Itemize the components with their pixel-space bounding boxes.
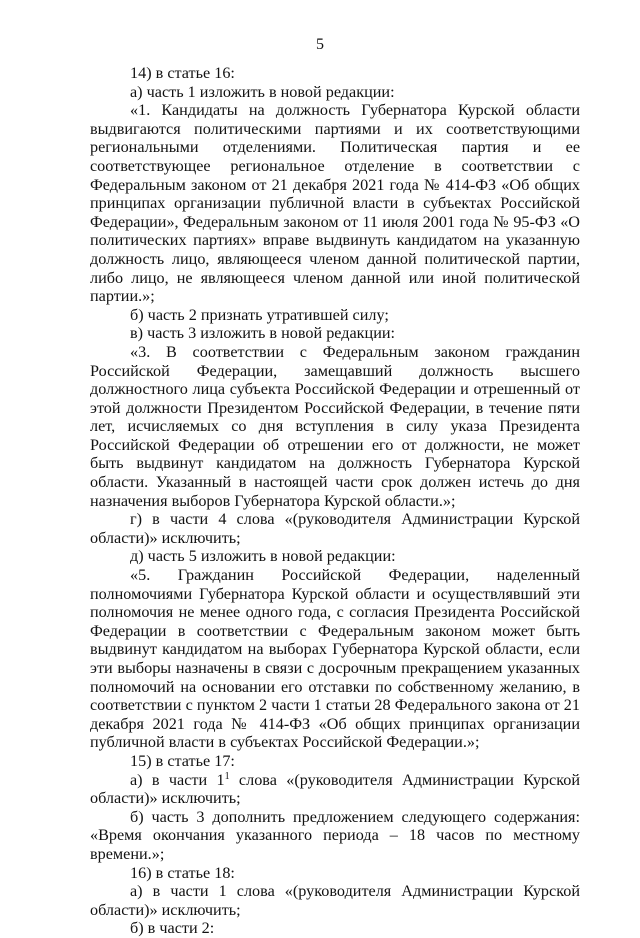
item-15b: б) часть 3 дополнить предложением следующего содержания: «Время окончания указанного периода – 18 часов по местному времени.»;: [90, 807, 580, 863]
superscript: 1: [224, 770, 230, 782]
quote-part-1: «1. Кандидаты на должность Губернатора Курской области выдвигаются политическими партиями и их соответствующими региональными отделениями. Политическая партия и ее соответствующее региональное отделение в соответствии с Федеральным законом от 21 декабря 2021 года № 414-ФЗ «Об общих принципах организации публичной власти в субъектах Российской Федерации», Федеральным законом от 11 июля 2001 года № 95-ФЗ «О политических партиях» вправе выдвинуть кандидатом на указанную должность лицо, являющееся членом данной политической партии, либо лицо, не являющееся членом данной или иной политической партии.»;: [90, 101, 580, 306]
item-16b: б) в части 2:: [130, 919, 215, 938]
item-15a-start: а) в части 1: [130, 770, 225, 789]
item-15a: [90, 771, 580, 808]
document-body: [90, 64, 580, 938]
item-16: 16) в статье 18:: [130, 863, 235, 882]
item-14g: г) в части 4 слова «(руководителя Администрации Курской области)» исключить;: [90, 510, 580, 547]
item-14: 14) в статье 16:: [130, 64, 235, 82]
quote-part-5: «5. Гражданин Российской Федерации, наделенный полномочиями Губернатора Курской области и осуществлявший эти полномочия не менее одного года, с согласия Президента Российской Федерации в соответствии с Федеральным законом может быть выдвинут кандидатом на выборах Губернатора Курской области, если эти выборы назначены в связи с досрочным прекращением указанных полномочий на основании его отставки по собственному желанию, в соответствии с пунктом 2 части 1 статьи 28 Федерального закона от 21 декабря 2021 года № 414-ФЗ «Об общих принципах организации публичной власти в субъектах Российской Федерации.»;: [90, 566, 580, 752]
item-14v: в) часть 3 изложить в новой редакции:: [130, 324, 396, 343]
item-16a: а) в части 1 слова «(руководителя Администрации Курской области)» исключить;: [90, 882, 580, 919]
page-number: 5: [316, 36, 324, 53]
item-15: 15) в статье 17:: [130, 751, 235, 770]
item-14b: б) часть 2 признать утратившей силу;: [130, 305, 389, 324]
item-14d: д) часть 5 изложить в новой редакции:: [130, 547, 396, 566]
item-15a-end: слова «(руководителя Администрации Курской области)» исключить;: [90, 770, 580, 808]
item-14a: а) часть 1 изложить в новой редакции:: [130, 82, 395, 101]
quote-part-3: «3. В соответствии с Федеральным законом гражданин Российской Федерации, замещавший должность высшего должностного лица субъекта Российской Федерации и отрешенный от этой должности Президентом Российской Федерации, в течение пяти лет, исчисляемых со дня вступления в силу указа Президента Российской Федерации об отрешении его от должности, не может быть выдвинут кандидатом на должность Губернатора Курской области. Указанный в настоящей части срок должен истечь до дня назначения выборов Губернатора Курской области.»;: [90, 342, 580, 510]
